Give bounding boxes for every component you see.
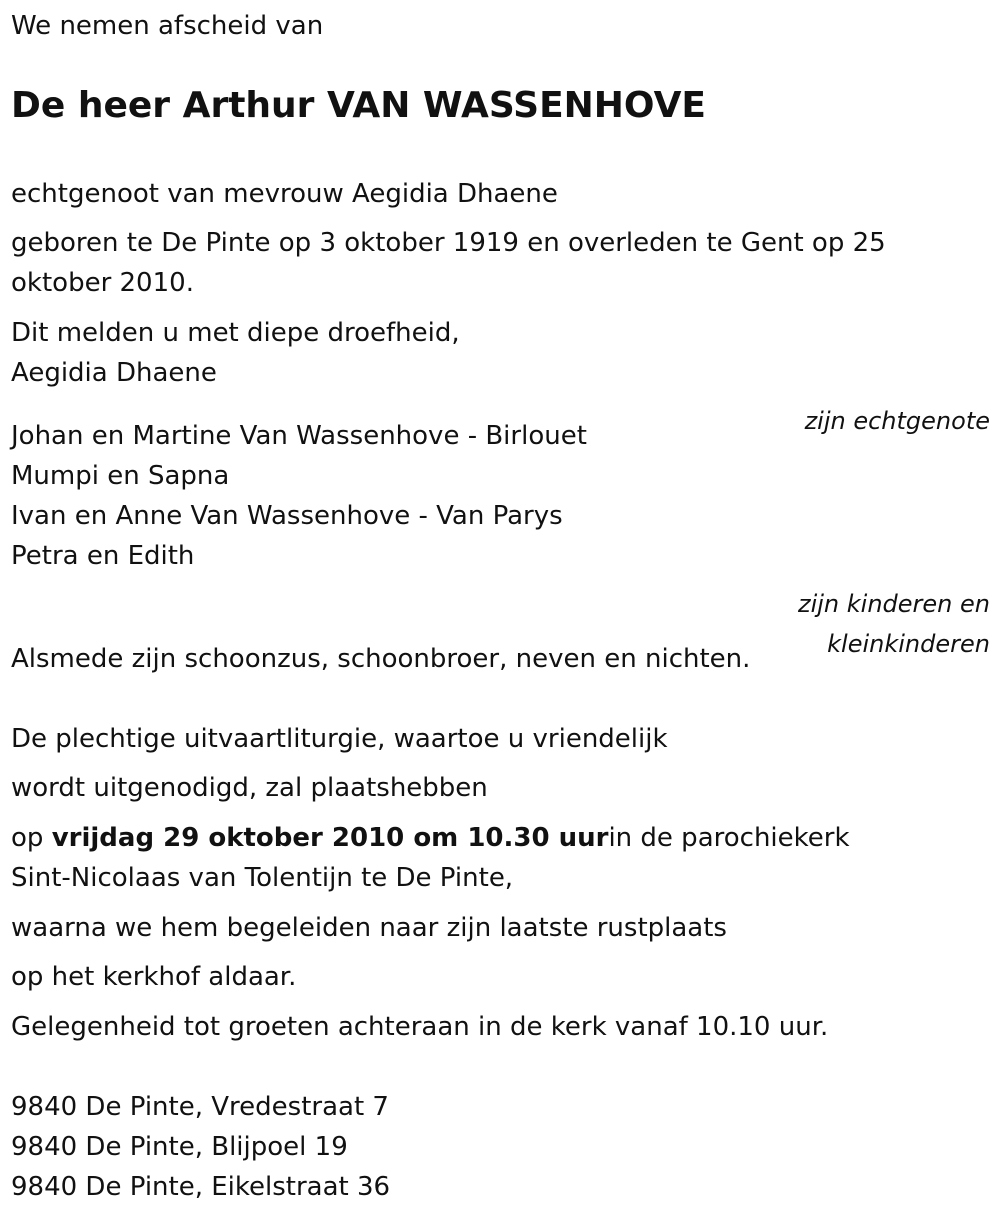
address-line-1: 9840 De Pinte, Vredestraat 7 [11, 1092, 389, 1122]
ceremony-line-6: op het kerkhof aldaar. [11, 962, 297, 992]
other-relatives-line: Alsmede zijn schoonzus, schoonbroer, neven en nichten. [11, 644, 751, 674]
children-relation-line-2: kleinkinderen [827, 630, 990, 658]
ceremony-line-5: waarna we hem begeleiden naar zijn laatste rustplaats [11, 913, 727, 943]
ceremony-date-prefix: op [11, 823, 52, 853]
child-line-3: Ivan en Anne Van Wassenhove - Van Parys [11, 501, 563, 531]
intro-text: We nemen afscheid van [11, 11, 324, 41]
ceremony-location-2: Sint-Nicolaas van Tolentijn te De Pinte, [11, 863, 514, 893]
birth-death-line-1: geboren te De Pinte op 3 oktober 1919 en overleden te Gent op 25 [11, 228, 886, 258]
ceremony-line-2: wordt uitgenodigd, zal plaatshebben [11, 773, 488, 803]
ceremony-date-line [11, 818, 850, 858]
ceremony-line-1: De plechtige uitvaartliturgie, waartoe u vriendelijk [11, 724, 668, 754]
ceremony-location-1: in de parochiekerk [608, 823, 850, 853]
child-line-2: Mumpi en Sapna [11, 461, 230, 491]
birth-death-line-2: oktober 2010. [11, 268, 194, 298]
spouse-line: echtgenoot van mevrouw Aegidia Dhaene [11, 179, 558, 209]
child-line-1: Johan en Martine Van Wassenhove - Birlouet [11, 421, 587, 451]
spouse-name: Aegidia Dhaene [11, 358, 217, 388]
ceremony-line-7: Gelegenheid tot groeten achteraan in de kerk vanaf 10.10 uur. [11, 1012, 829, 1042]
spouse-relation: zijn echtgenote [804, 407, 990, 435]
announcement-line: Dit melden u met diepe droefheid, [11, 318, 460, 348]
deceased-name: De heer Arthur VAN WASSENHOVE [11, 85, 707, 126]
ceremony-date: vrijdag 29 oktober 2010 om 10.30 uur [51, 823, 609, 853]
children-relation-line-1: zijn kinderen en [798, 590, 990, 618]
address-line-3: 9840 De Pinte, Eikelstraat 36 [11, 1172, 391, 1202]
child-line-4: Petra en Edith [11, 541, 195, 571]
address-line-2: 9840 De Pinte, Blijpoel 19 [11, 1132, 348, 1162]
